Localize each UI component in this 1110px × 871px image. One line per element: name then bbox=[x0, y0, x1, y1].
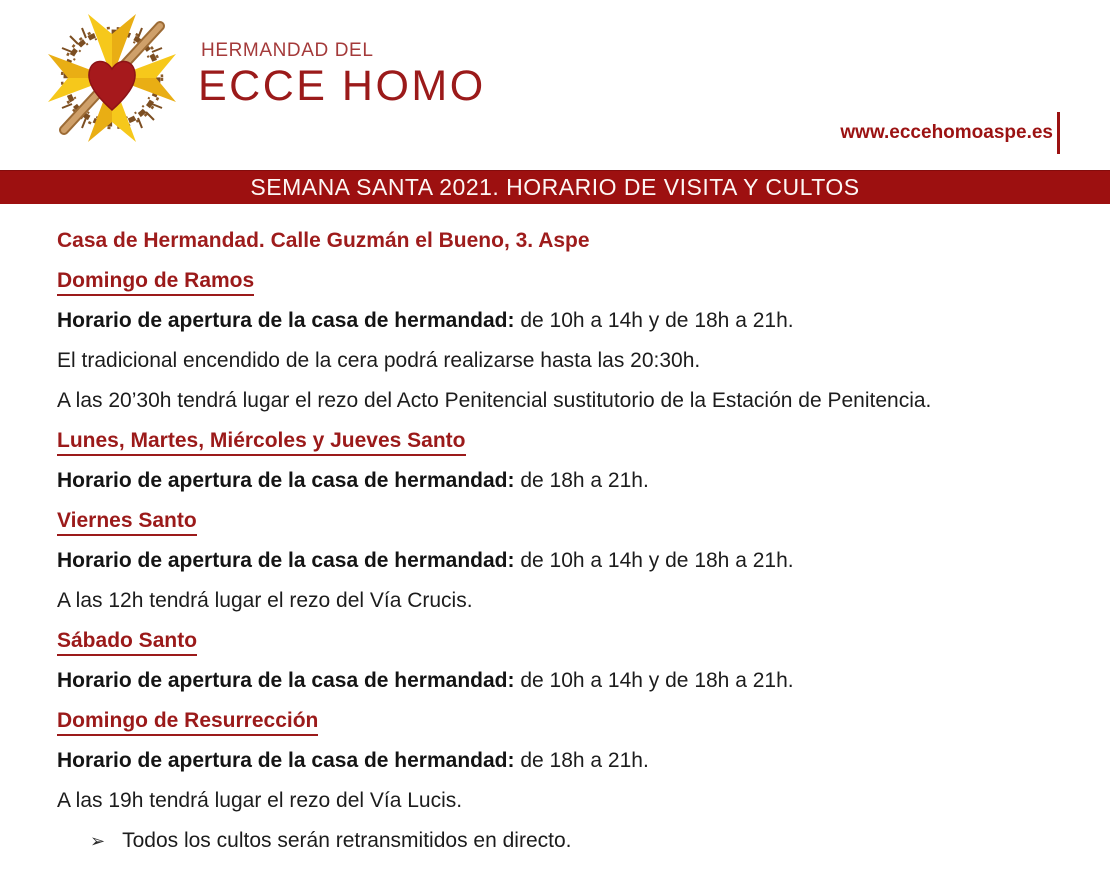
address-line: Casa de Hermandad. Calle Guzmán el Bueno, 3. Aspe bbox=[57, 229, 590, 252]
paragraph-cera: El tradicional encendido de la cera podrá realizarse hasta las 20:30h. bbox=[57, 349, 701, 372]
schedule-value: de 10h a 14h y de 18h a 21h. bbox=[520, 669, 794, 692]
banner-title: SEMANA SANTA 2021. HORARIO DE VISITA Y CULTOS bbox=[250, 174, 860, 200]
paragraph-via-lucis: A las 19h tendrá lugar el rezo del Vía Lucis. bbox=[57, 789, 463, 812]
schedule-line bbox=[57, 470, 1074, 492]
heading-lunes-a-jueves-santo: Lunes, Martes, Miércoles y Jueves Santo bbox=[57, 430, 1074, 456]
paragraph-acto-penitencial: A las 20’30h tendrá lugar el rezo del Acto Penitencial sustitutorio de la Estación de Penitencia. bbox=[57, 389, 932, 412]
arrow-bullet-icon: ➢ bbox=[90, 831, 106, 852]
schedule-label: Horario de apertura de la casa de hermandad: bbox=[57, 749, 515, 772]
schedule-line bbox=[57, 670, 1074, 692]
heading-sabado-santo: Sábado Santo bbox=[57, 630, 1074, 656]
bullet-text: Todos los cultos serán retransmitidos en directo. bbox=[122, 829, 572, 852]
schedule-line bbox=[57, 750, 1074, 772]
heading-domingo-de-ramos: Domingo de Ramos bbox=[57, 270, 1074, 296]
heading-domingo-de-resurreccion: Domingo de Resurrección bbox=[57, 710, 1074, 736]
paragraph-via-crucis: A las 12h tendrá lugar el rezo del Vía Crucis. bbox=[57, 589, 473, 612]
schedule-label: Horario de apertura de la casa de hermandad: bbox=[57, 549, 515, 572]
banner bbox=[0, 170, 1110, 204]
schedule-content bbox=[57, 230, 1074, 871]
schedule-label: Horario de apertura de la casa de hermandad: bbox=[57, 469, 515, 492]
bullet-item bbox=[90, 830, 1074, 853]
website-row bbox=[840, 112, 1060, 154]
schedule-value: de 10h a 14h y de 18h a 21h. bbox=[520, 309, 794, 332]
schedule-line bbox=[57, 550, 1074, 572]
schedule-value: de 18h a 21h. bbox=[520, 749, 649, 772]
heading-viernes-santo: Viernes Santo bbox=[57, 510, 1074, 536]
schedule-value: de 18h a 21h. bbox=[520, 469, 649, 492]
schedule-value: de 10h a 14h y de 18h a 21h. bbox=[520, 549, 794, 572]
brand-subtitle: HERMANDAD DEL bbox=[201, 40, 374, 61]
schedule-label: Horario de apertura de la casa de hermandad: bbox=[57, 309, 515, 332]
ecce-homo-emblem-icon bbox=[42, 8, 182, 148]
website-url: www.eccehomoaspe.es bbox=[840, 122, 1053, 143]
schedule-line bbox=[57, 310, 1074, 332]
schedule-label: Horario de apertura de la casa de hermandad: bbox=[57, 669, 515, 692]
brand-title: ECCE HOMO bbox=[198, 62, 486, 110]
website-divider-bar bbox=[1057, 112, 1060, 154]
